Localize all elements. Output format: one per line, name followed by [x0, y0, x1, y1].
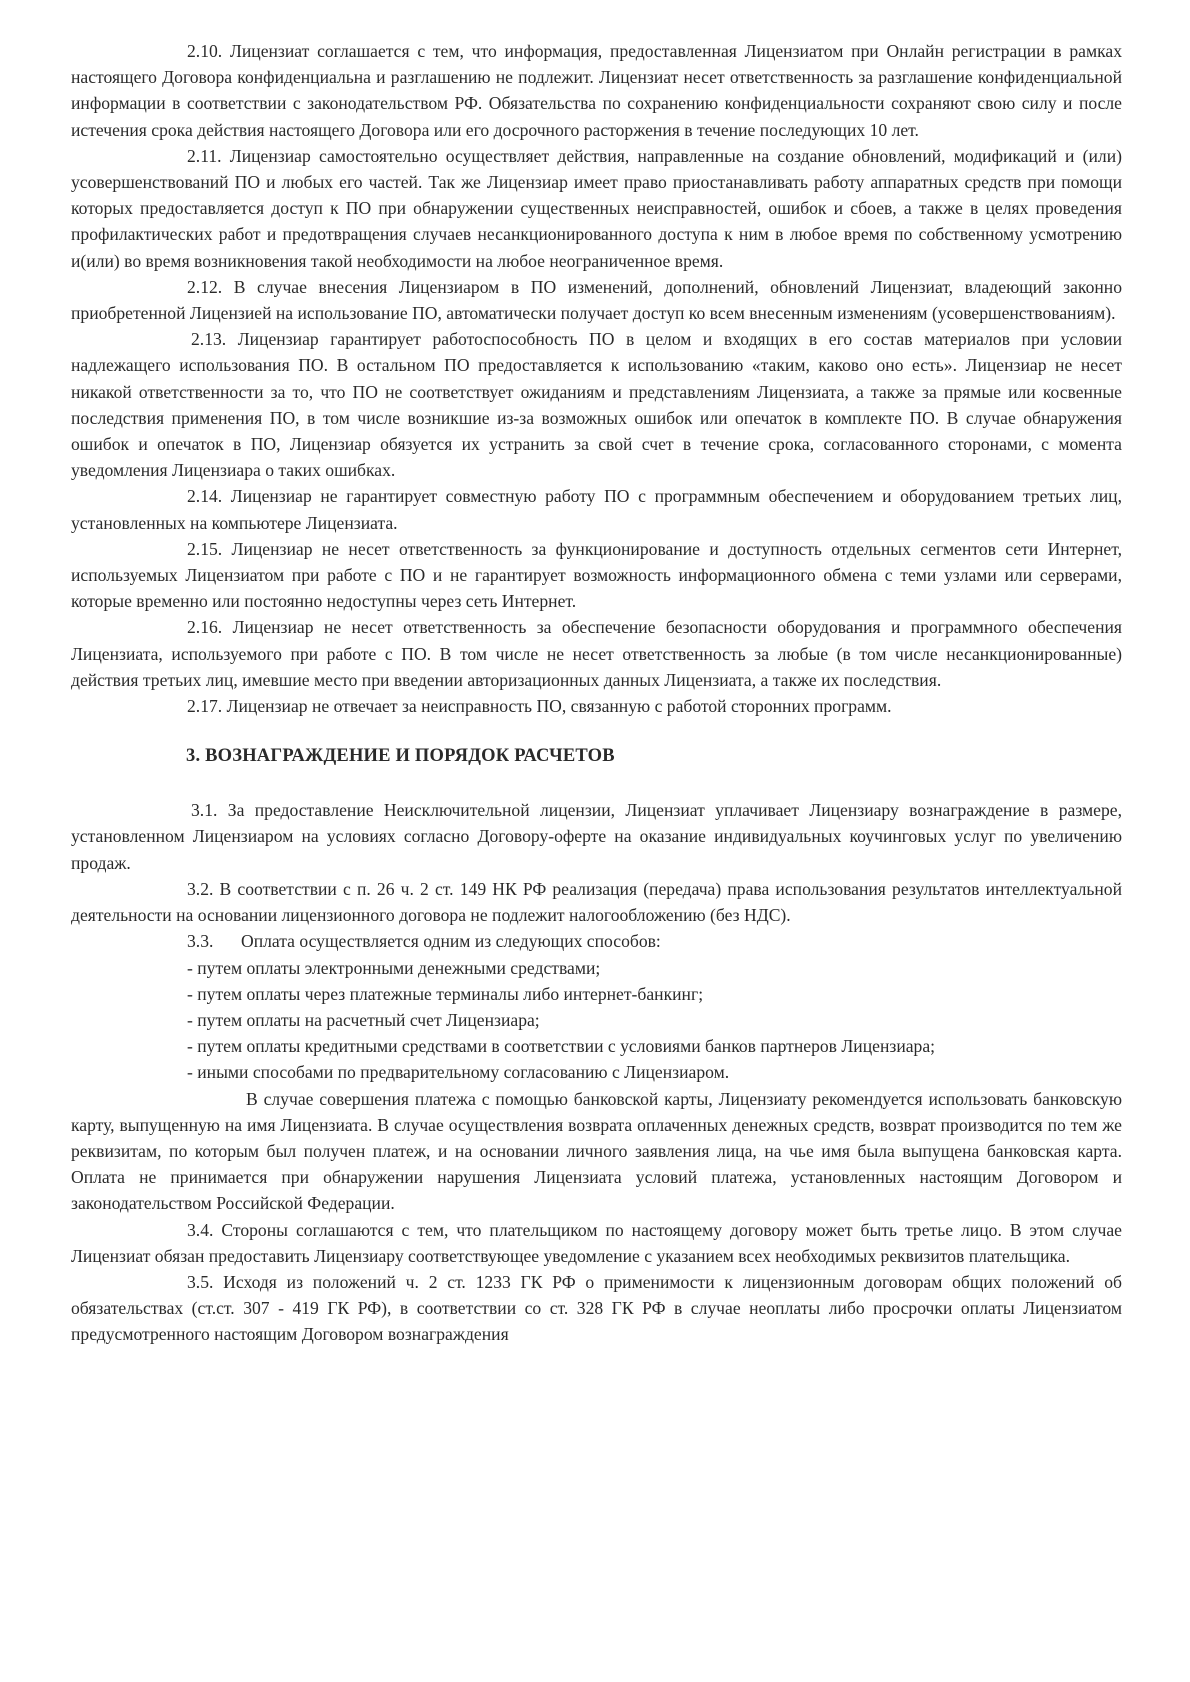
clause-3-3-number: 3.3.	[187, 931, 214, 952]
clause-2-10: 2.10. Лицензиат соглашается с тем, что информация, предоставленная Лицензиатом при Онлайн регистрации в рамках настоящего Договора конфиденциальна и разглашению не подлежит. Лицензиат несет ответственность за разглашение конфиденциальной информации в соответствии с законодательством РФ. Обязательства по сохранению конфиденциальности сохраняют свою силу и после истечения срока действия настоящего Договора или его досрочного расторжения в течение последующих 10 лет.	[71, 41, 1122, 140]
clause-2-15: 2.15. Лицензиар не несет ответственность за функционирование и доступность отдельных сегментов сети Интернет, используемых Лицензиатом при работе с ПО и не гарантирует возможность информационного обмена с теми узлами или серверами, которые временно или постоянно недоступны через сеть Интернет.	[71, 538, 1122, 612]
clause-2-12: 2.12. В случае внесения Лицензиаром в ПО изменений, дополнений, обновлений Лицензиат, владеющий законно приобретенной Лицензией на использование ПО, автоматически получает доступ ко всем внесенным изменениям (усовершенствованиям).	[71, 276, 1122, 324]
clause-3-1: 3.1. За предоставление Неисключительной лицензии, Лицензиат уплачивает Лицензиару вознаграждение в размере, установленном Лицензиаром на условиях согласно Договору-оферте на оказание индивидуальных коучинговых услуг по увеличению продаж.	[71, 800, 1122, 873]
clause-2-14: 2.14. Лицензиар не гарантирует совместную работу ПО с программным обеспечением и оборудованием третьих лиц, установленных на компьютере Лицензиата.	[71, 486, 1122, 533]
payment-methods-list	[71, 955, 1122, 1086]
payment-method-item: - путем оплаты через платежные терминалы либо интернет-банкинг;	[187, 983, 704, 1004]
clause-3-3	[71, 928, 1122, 954]
clause-3-3-text: Оплата осуществляется одним из следующих способов:	[241, 931, 661, 952]
payment-method-item: - путем оплаты кредитными средствами в соответствии с условиями банков партнеров Лицензиара;	[187, 1036, 936, 1057]
clause-2-13: 2.13. Лицензиар гарантирует работоспособность ПО в целом и входящих в его состав материалов при условии надлежащего использования ПО. В остальном ПО предоставляется к использованию «таким, каково оно есть». Лицензиар не несет никакой ответственности за то, что ПО не соответствует ожиданиям и представлениям Лицензиата, а также за прямые или косвенные последствия применения ПО, в том числе возникшие из-за возможных ошибок или опечаток в комплекте ПО. В случае обнаружения ошибок и опечаток в ПО, Лицензиар обязуется их устранить за свой счет в течение срока, согласованного сторонами, с момента уведомления Лицензиара о таких ошибках.	[71, 329, 1122, 481]
clause-2-16: 2.16. Лицензиар не несет ответственность за обеспечение безопасности оборудования и программного обеспечения Лицензиата, используемого при работе с ПО. В том числе не несет ответственность за любые (в том числе несанкционированные) действия третьих лиц, имевшие место при введении авторизационных данных Лицензиата, а также их последствия.	[71, 617, 1122, 690]
payment-method-item: - иными способами по предварительному согласованию с Лицензиаром.	[187, 1062, 730, 1083]
payment-method-item: - путем оплаты электронными денежными средствами;	[187, 957, 601, 978]
clause-3-5: 3.5. Исходя из положений ч. 2 ст. 1233 ГК РФ о применимости к лицензионным договорам общих положений об обязательствах (ст.ст. 307 - 419 ГК РФ), в соответствии со ст. 328 ГК РФ в случае неоплаты либо просрочки оплаты Лицензиатом предусмотренного настоящим Договором вознаграждения	[71, 1271, 1122, 1345]
section-3-heading: 3. ВОЗНАГРАЖДЕНИЕ И ПОРЯДОК РАСЧЕТОВ	[186, 746, 615, 767]
clause-2-17: 2.17. Лицензиар не отвечает за неисправность ПО, связанную с работой сторонних программ.	[187, 696, 892, 717]
clause-2-11: 2.11. Лицензиар самостоятельно осуществляет действия, направленные на создание обновлений, модификаций и (или) усовершенствований ПО и любых его частей. Так же Лицензиар имеет право приостанавливать работу аппаратных средств при помощи которых предоставляется доступ к ПО при обнаружении существенных неисправностей, ошибок и сбоев, а также в целях проведения профилактических работ и предотвращения случаев несанкционированного доступа к ним в любое время по собственному усмотрению и(или) во время возникновения такой необходимости на любое неограниченное время.	[71, 145, 1122, 271]
payment-method-item: - путем оплаты на расчетный счет Лицензиара;	[187, 1009, 540, 1030]
clause-3-4: 3.4. Стороны соглашаются с тем, что плательщиком по настоящему договору может быть третье лицо. В этом случае Лицензиат обязан предоставить Лицензиару соответствующее уведомление с указанием всех необходимых реквизитов плательщика.	[71, 1219, 1122, 1266]
clause-3-2: 3.2. В соответствии с п. 26 ч. 2 ст. 149 НК РФ реализация (передача) права использования результатов интеллектуальной деятельности на основании лицензионного договора не подлежит налогообложению (без НДС).	[71, 878, 1122, 926]
card-payment-note: В случае совершения платежа с помощью банковской карты, Лицензиату рекомендуется использовать банковскую карту, выпущенную на имя Лицензиата. В случае осуществления возврата оплаченных денежных средств, возврат производится по тем же реквизитам, по которым был получен платеж, и на основании личного заявления лица, на чье имя была выпущена банковская карта. Оплата не принимается при обнаружении нарушения Лицензиата условий платежа, установленных настоящим Договором и законодательством Российской Федерации.	[71, 1088, 1122, 1214]
